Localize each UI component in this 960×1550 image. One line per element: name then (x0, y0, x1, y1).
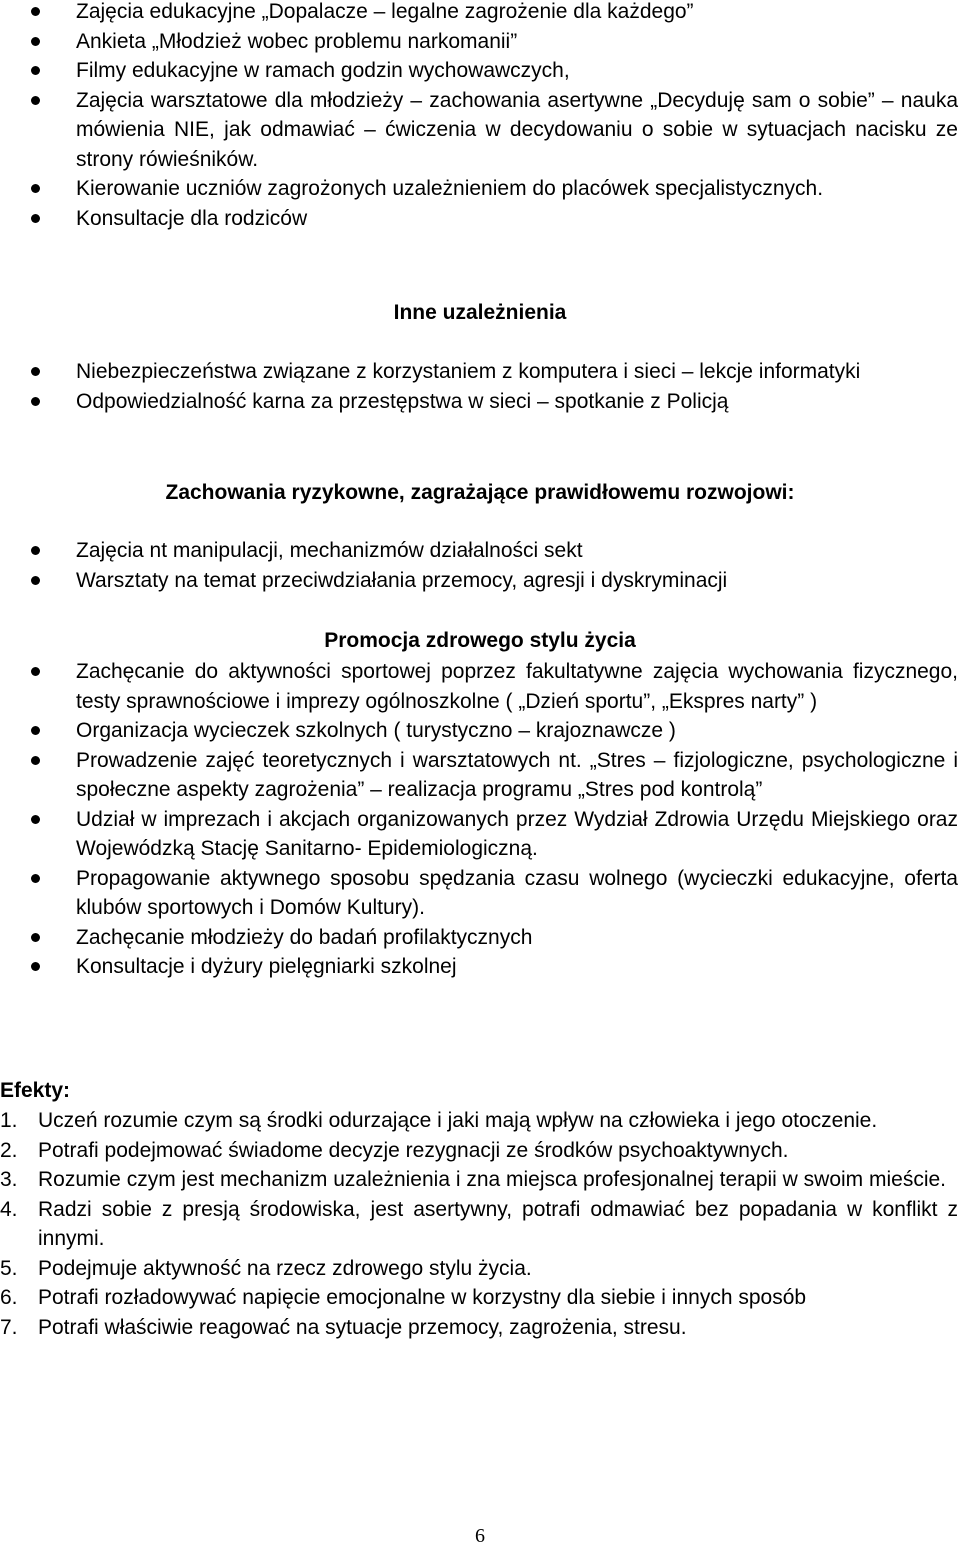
bullet-list-section1 (0, 0, 960, 233)
list-item-text: Filmy edukacyjne w ramach godzin wychowawczych, (76, 59, 570, 82)
list-item-text: Konsultacje i dyżury pielęgniarki szkolnej (76, 955, 457, 978)
list-item (0, 657, 960, 716)
bullet-list-section2 (0, 357, 960, 416)
list-item-text: Prowadzenie zajęć teoretycznych i warsztatowych nt. „Stres – fizjologiczne, psychologiczne i społeczne aspekty zagrożenia” – realizacja programu „Stres pod kontrolą” (76, 748, 958, 801)
list-item (0, 387, 960, 417)
effects-item-text: Radzi sobie z presją środowiska, jest asertywny, potrafi odmawiać bez popadania w konflikt z innymi. (38, 1197, 958, 1250)
effects-item-text: Podejmuje aktywność na rzecz zdrowego stylu życia. (38, 1256, 532, 1280)
list-item-text: Ankieta „Młodzież wobec problemu narkomanii” (76, 29, 518, 53)
effects-item (0, 1165, 960, 1195)
bullet-icon (31, 7, 40, 16)
list-item-text: Zajęcia edukacyjne „Dopalacze – legalne zagrożenie dla każdego” (76, 0, 694, 23)
bullet-icon (31, 66, 40, 75)
list-item (0, 27, 960, 57)
list-item (0, 746, 960, 805)
effects-item-number: 4. (0, 1197, 18, 1221)
list-item-text: Propagowanie aktywnego sposobu spędzania czasu wolnego (wycieczki edukacyjne, oferta klubów sportowych i Domów Kultury). (76, 866, 958, 919)
list-item (0, 952, 960, 982)
list-item (0, 204, 960, 234)
effects-list (0, 1106, 960, 1342)
bullet-icon (31, 214, 40, 223)
list-item (0, 56, 960, 86)
effects-item-number: 2. (0, 1138, 18, 1162)
bullet-icon (31, 184, 40, 193)
bullet-icon (31, 576, 40, 585)
bullet-icon (31, 397, 40, 406)
section-heading-healthy-lifestyle: Promocja zdrowego stylu życia (324, 629, 636, 652)
effects-item (0, 1254, 960, 1284)
bullet-icon (31, 815, 40, 824)
list-item (0, 716, 960, 746)
effects-title: Efekty: (0, 1079, 71, 1102)
list-item (0, 536, 960, 566)
bullet-list-section3 (0, 536, 960, 595)
bullet-icon (31, 756, 40, 765)
effects-item-text: Potrafi właściwie reagować na sytuacje przemocy, zagrożenia, stresu. (38, 1315, 687, 1339)
effects-item-text: Potrafi rozładowywać napięcie emocjonalne w korzystny dla siebie i innych sposób (38, 1286, 807, 1309)
list-item-text: Niebezpieczeństwa związane z korzystaniem z komputera i sieci – lekcje informatyki (76, 360, 861, 383)
bullet-icon (31, 726, 40, 735)
list-item-text: Konsultacje dla rodziców (76, 206, 308, 230)
list-item-text: Kierowanie uczniów zagrożonych uzależnieniem do placówek specjalistycznych. (76, 177, 824, 200)
effects-item (0, 1283, 960, 1313)
list-item-text: Udział w imprezach i akcjach organizowanych przez Wydział Zdrowia Urzędu Miejskiego oraz Wojewódzką Stację Sanitarno- Epidemiologiczną. (76, 807, 958, 860)
section-heading-other-addictions: Inne uzależnienia (393, 301, 567, 324)
list-item-text: Zajęcia nt manipulacji, mechanizmów działalności sekt (76, 539, 583, 562)
effects-item-text: Rozumie czym jest mechanizm uzależnienia i zna miejsca profesjonalnej terapii w swoim mieście. (38, 1168, 947, 1191)
bullet-icon (31, 874, 40, 883)
section-heading-risky-behaviors: Zachowania ryzykowne, zagrażające prawidłowemu rozwojowi: (165, 481, 795, 504)
effects-item-number: 5. (0, 1256, 18, 1280)
list-item (0, 357, 960, 387)
effects-item (0, 1313, 960, 1343)
effects-item (0, 1106, 960, 1136)
list-item (0, 864, 960, 923)
bullet-icon (31, 37, 40, 46)
bullet-icon (31, 962, 40, 971)
list-item (0, 86, 960, 175)
bullet-icon (31, 96, 40, 105)
bullet-list-section4 (0, 657, 960, 982)
list-item-text: Odpowiedzialność karna za przestępstwa w sieci – spotkanie z Policją (76, 389, 729, 413)
list-item (0, 174, 960, 204)
list-item (0, 923, 960, 953)
list-item-text: Warsztaty na temat przeciwdziałania przemocy, agresji i dyskryminacji (76, 568, 728, 592)
bullet-icon (31, 667, 40, 676)
list-item (0, 0, 960, 27)
page-number: 6 (475, 1525, 485, 1547)
effects-item-number: 7. (0, 1315, 18, 1339)
list-item (0, 805, 960, 864)
bullet-icon (31, 546, 40, 555)
bullet-icon (31, 933, 40, 942)
effects-item (0, 1136, 960, 1166)
effects-item (0, 1195, 960, 1254)
list-item-text: Organizacja wycieczek szkolnych ( turystyczno – krajoznawcze ) (76, 719, 676, 742)
effects-item-number: 3. (0, 1168, 18, 1191)
bullet-icon (31, 367, 40, 376)
list-item (0, 566, 960, 596)
list-item-text: Zachęcanie młodzieży do badań profilaktycznych (76, 925, 533, 949)
effects-item-text: Uczeń rozumie czym są środki odurzające i jaki mają wpływ na człowieka i jego otoczenie. (38, 1109, 878, 1132)
effects-item-number: 6. (0, 1286, 18, 1309)
effects-item-text: Potrafi podejmować świadome decyzje rezygnacji ze środków psychoaktywnych. (38, 1138, 789, 1162)
list-item-text: Zachęcanie do aktywności sportowej poprzez fakultatywne zajęcia wychowania fizycznego, testy sprawnościowe i imprezy ogólnoszkolne ( „Dzień sportu”, „Ekspres narty” ) (76, 660, 958, 713)
list-item-text: Zajęcia warsztatowe dla młodzieży – zachowania asertywne „Decyduję sam o sobie” – nauka mówienia NIE, jak odmawiać – ćwiczenia w decydowaniu o sobie w sytuacjach nacisku ze strony rówieśników. (76, 88, 958, 171)
effects-item-number: 1. (0, 1109, 18, 1132)
